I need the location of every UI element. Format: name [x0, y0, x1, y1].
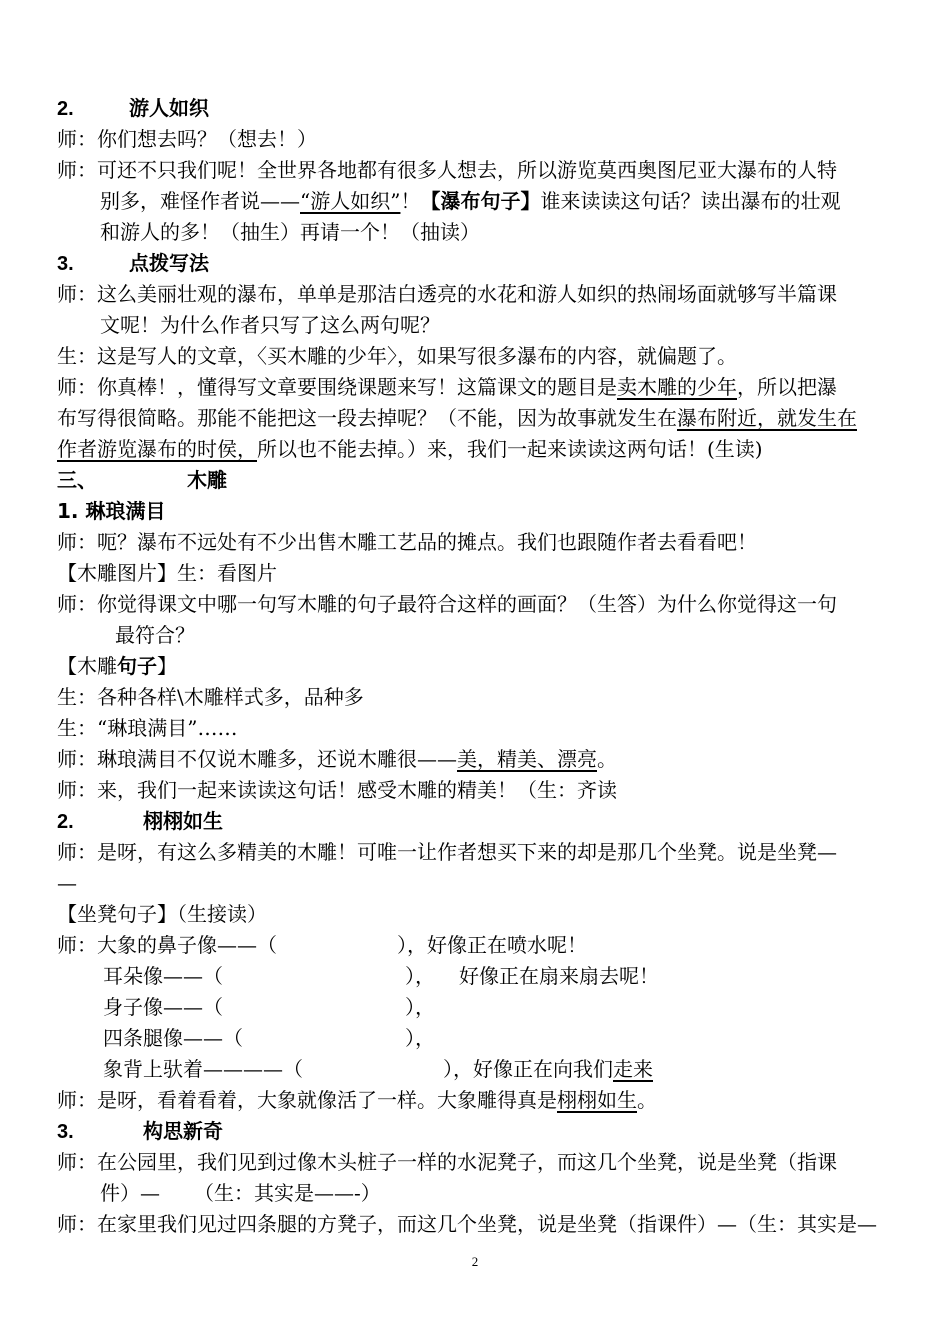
paragraph-line: 生：这是写人的文章，〈买木雕的少年〉，如果写很多瀑布的内容，就偏题了。 — [57, 344, 737, 368]
paragraph-line: 和游人的多！（抽生）再请一个！（抽读） — [100, 220, 480, 244]
section-number: 3. — [57, 253, 74, 275]
paragraph-line: 作者游览瀑布的时侯，所以也不能去掉。）来，我们一起来读读这两句话！(生读) — [57, 437, 763, 461]
paragraph-line: 师：可还不只我们呢！全世界各地都有很多人想去，所以游览莫西奥图尼亚大瀑布的人特 — [57, 158, 837, 182]
underlined-text: 卖木雕的少年 — [617, 375, 737, 399]
paragraph-line: 师：你觉得课文中哪一句写木雕的句子最符合这样的画面？（生答）为什么你觉得这一句 — [57, 592, 837, 616]
paragraph-line: 生：各种各样\木雕样式多，品种多 — [57, 685, 364, 709]
paragraph-line: 件）— （生：其实是——-） — [100, 1181, 381, 1205]
fill-blank-line: 耳朵像——（ ）， 好像正在扇来扇去呢！ — [103, 964, 659, 988]
paragraph-line: 师：呃？瀑布不远处有不少出售木雕工艺品的摊点。我们也跟随作者去看看吧！ — [57, 530, 757, 554]
bold-text: 【瀑布句子】 — [420, 189, 541, 213]
paragraph-line: 师：是呀，看着看着，大象就像活了一样。大象雕得真是栩栩如生。 — [57, 1088, 657, 1112]
paragraph-line: 师：这么美丽壮观的瀑布，单单是那洁白透亮的水花和游人如织的热闹场面就够写半篇课 — [57, 282, 837, 306]
fill-blank-line: 象背上驮着————（ ），好像正在向我们走来 — [103, 1057, 653, 1081]
section-title: 游人如织 — [129, 96, 209, 120]
section-heading-three — [57, 465, 918, 497]
paragraph-line: 生：“琳琅满目”…… — [57, 716, 238, 740]
section-heading-3 — [57, 248, 918, 280]
paragraph-line: 最符合？ — [115, 623, 195, 647]
fill-blank-line: 四条腿像——（ ）， — [103, 1026, 435, 1050]
subsection-heading-3 — [57, 1116, 918, 1148]
section-number: 2. — [57, 811, 74, 833]
underlined-text: 美，精美、漂亮 — [457, 747, 597, 771]
paragraph-line: 布写得很简略。那能不能把这一段去掉呢？（不能，因为故事就发生在瀑布附近，就发生在 — [57, 406, 857, 430]
section-title: 点拨写法 — [129, 251, 209, 275]
section-title: 栩栩如生 — [143, 809, 223, 833]
paragraph-line: — — [57, 871, 77, 895]
paragraph-line: 师：琳琅满目不仅说木雕多，还说木雕很——美，精美、漂亮。 — [57, 747, 617, 771]
paragraph-line: 师：在公园里，我们见到过像木头桩子一样的水泥凳子，而这几个坐凳，说是坐凳（指课 — [57, 1150, 837, 1174]
paragraph-line: 师：在家里我们见过四条腿的方凳子，而这几个坐凳，说是坐凳（指课件）—（生：其实是— — [57, 1212, 877, 1236]
paragraph-line: 师：你真棒！，懂得写文章要围绕课题来写！这篇课文的题目是卖木雕的少年，所以把瀑 — [57, 375, 837, 399]
underlined-text: “游人如织” — [300, 189, 401, 213]
paragraph-line: 师：是呀，有这么多精美的木雕！可唯一让作者想买下来的却是那几个坐凳。说是坐凳— — [57, 840, 837, 864]
paragraph-line: 【坐凳句子】（生接读） — [57, 902, 267, 926]
section-number: 3. — [57, 1121, 74, 1143]
subsection-heading-2 — [57, 806, 918, 838]
underlined-text: 瀑布附近，就发生在 — [677, 406, 857, 430]
paragraph-line: 别多，难怪作者说——“游人如织”！【瀑布句子】谁来读读这句话？读出瀑布的壮观 — [100, 189, 841, 213]
fill-blank-line: 师：大象的鼻子像——（ ），好像正在喷水呢！ — [57, 933, 587, 957]
page-number: 2 — [471, 1254, 479, 1269]
paragraph-line: 【木雕图片】生：看图片 — [57, 561, 277, 585]
subsection-heading-1: 1. 琳琅满目 — [57, 499, 166, 523]
fill-blank-line: 身子像——（ ）， — [103, 995, 435, 1019]
underlined-text: 走来 — [613, 1057, 653, 1081]
paragraph-line: 文呢！为什么作者只写了这么两句呢？ — [100, 313, 440, 337]
section-number: 三、 — [57, 470, 97, 492]
section-number: 2. — [57, 98, 74, 120]
paragraph-line: 师：来，我们一起来读读这句话！感受木雕的精美！（生：齐读 — [57, 778, 617, 802]
underlined-text: 栩栩如生 — [557, 1088, 637, 1112]
section-title: 木雕 — [187, 468, 227, 492]
section-title: 构思新奇 — [143, 1119, 223, 1143]
section-heading-2 — [57, 93, 918, 125]
underlined-text: 作者游览瀑布的时侯， — [57, 437, 257, 461]
paragraph-line: 师：你们想去吗？（想去！） — [57, 127, 317, 151]
bold-text: 句子 — [117, 654, 157, 678]
paragraph-line: 【木雕句子】 — [57, 654, 177, 678]
